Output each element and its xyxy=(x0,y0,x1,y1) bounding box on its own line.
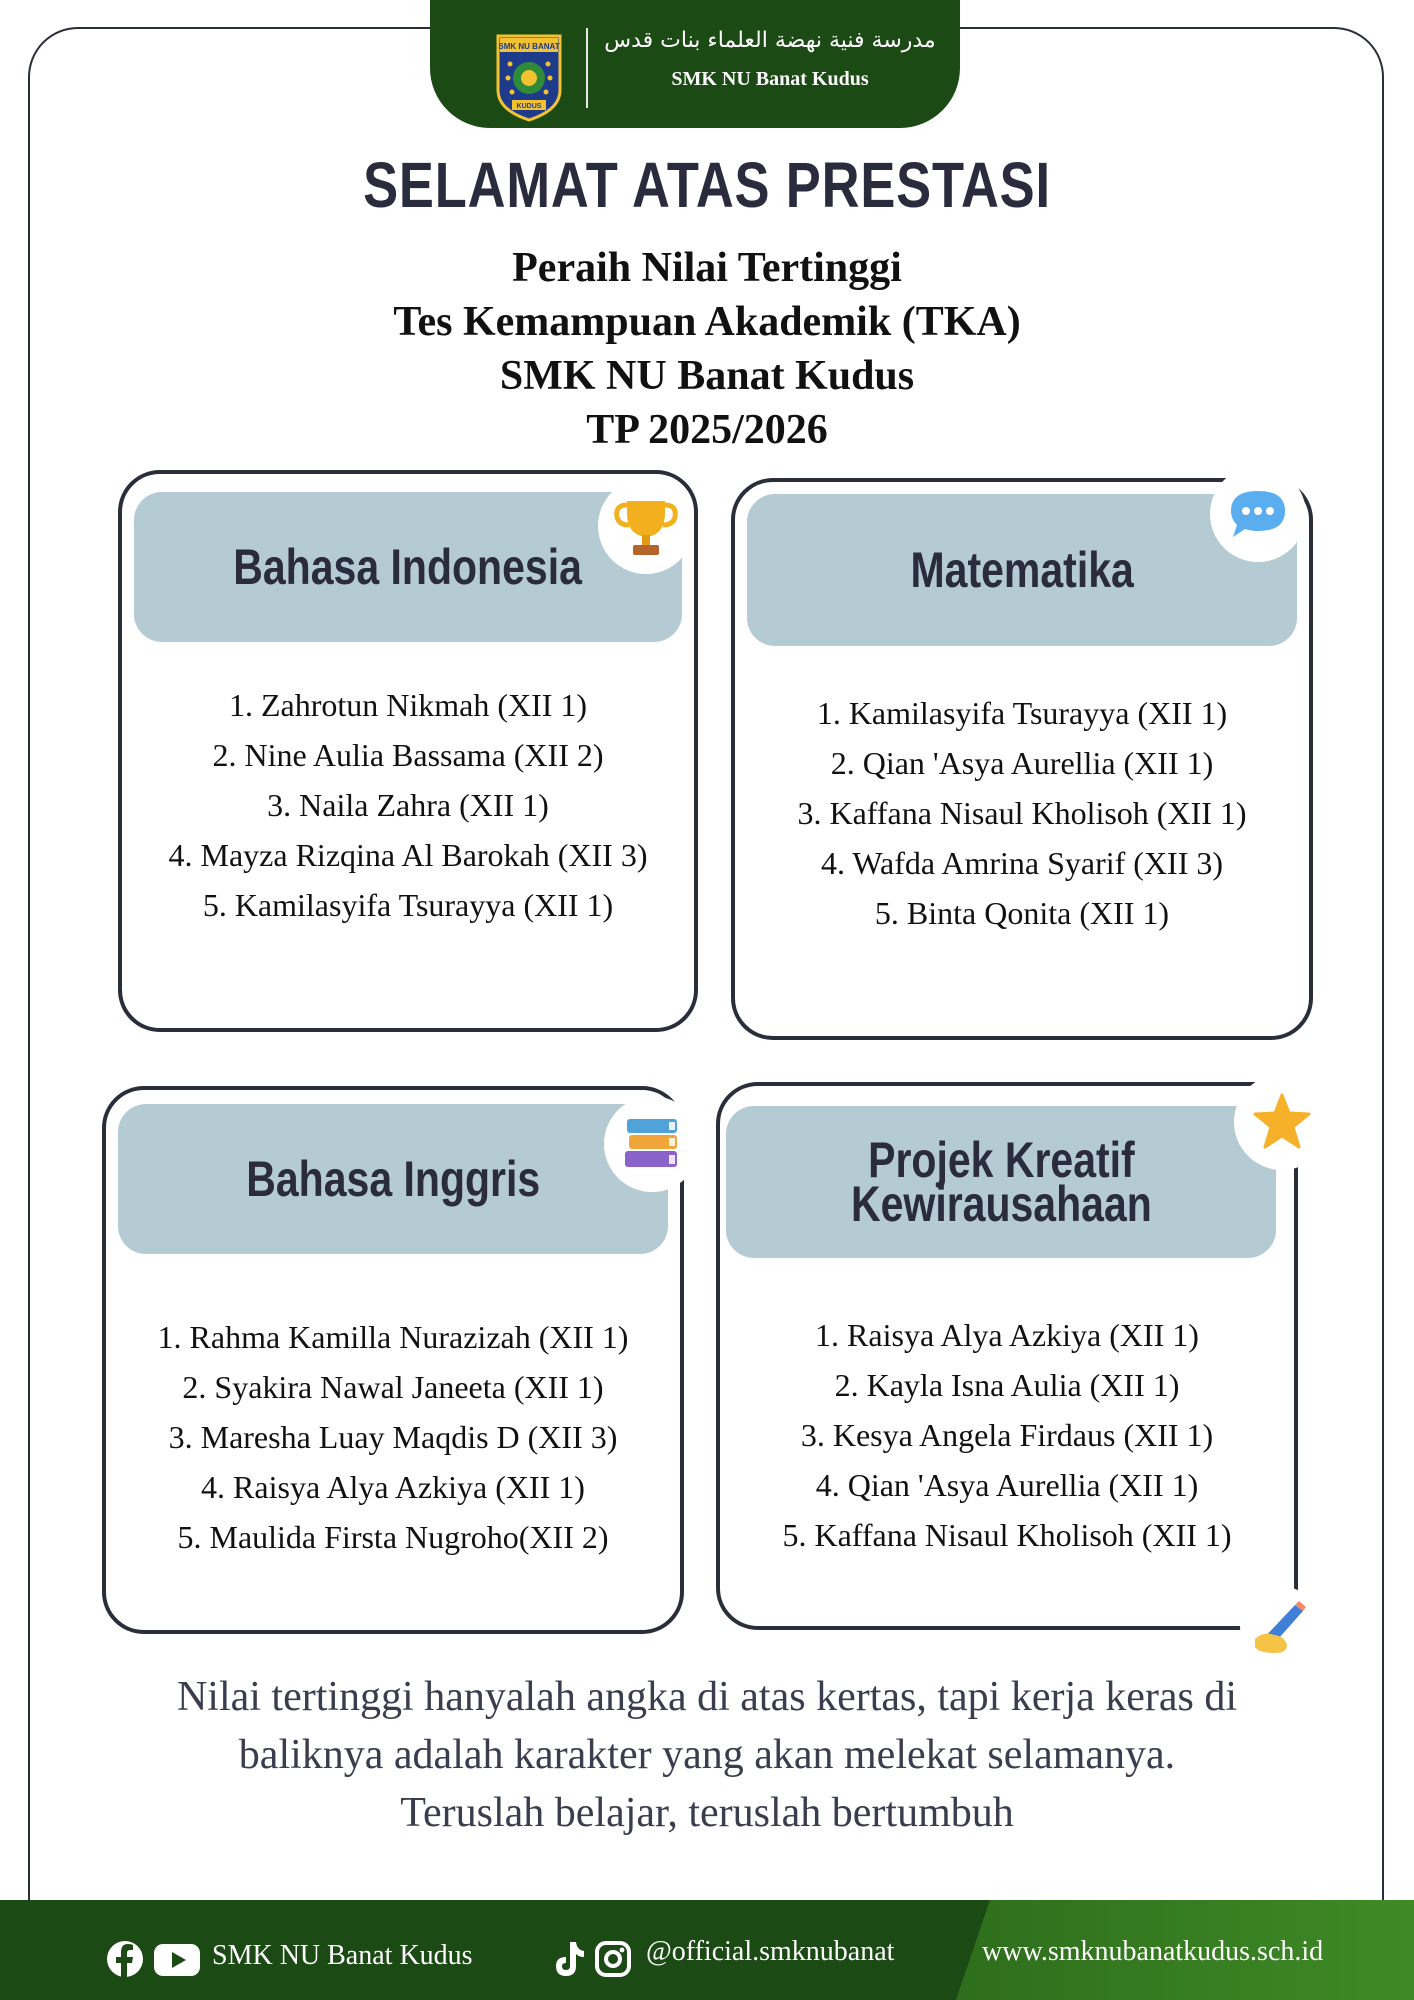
list-item: 4. Wafda Amrina Syarif (XII 3) xyxy=(820,845,1224,881)
list-item: 5. Maulida Firsta Nugroho(XII 2) xyxy=(177,1519,609,1555)
header-divider xyxy=(586,28,588,108)
card-heading: Matematika xyxy=(910,542,1134,598)
footer-website-link[interactable]: www.smknubanatkudus.sch.id xyxy=(982,1936,1324,1967)
quote-line: Nilai tertinggi hanyalah angka di atas kertas, tapi kerja keras di xyxy=(176,1674,1238,1720)
card-heading: Bahasa Indonesia xyxy=(233,539,583,595)
logo-bottom-text: KUDUS xyxy=(516,103,542,110)
subtitle-line-1: Peraih Nilai Tertinggi xyxy=(512,245,902,291)
quote-line: Teruslah belajar, teruslah bertumbuh xyxy=(400,1790,1014,1836)
card-list xyxy=(735,688,1309,938)
list-item: 4. Qian 'Asya Aurellia (XII 1) xyxy=(815,1467,1199,1503)
subtitle-line-3: SMK NU Banat Kudus xyxy=(499,353,915,399)
subtitle-line-4: TP 2025/2026 xyxy=(586,407,828,453)
list-item: 2. Syakira Nawal Janeeta (XII 1) xyxy=(182,1369,604,1405)
list-item: 1. Rahma Kamilla Nurazizah (XII 1) xyxy=(157,1319,629,1355)
trophy-icon xyxy=(598,478,694,574)
list-item: 1. Zahrotun Nikmah (XII 1) xyxy=(228,687,588,723)
header-school-name: SMK NU Banat Kudus xyxy=(671,68,869,90)
list-item: 1. Kamilasyifa Tsurayya (XII 1) xyxy=(816,695,1228,731)
card-list xyxy=(106,1312,680,1562)
card-list xyxy=(720,1310,1294,1560)
list-item: 3. Naila Zahra (XII 1) xyxy=(267,787,549,823)
card-bahasa-inggris xyxy=(102,1086,684,1634)
facebook-icon[interactable] xyxy=(106,1940,144,1978)
logo-top-text: SMK NU BANAT xyxy=(498,42,560,51)
card-matematika xyxy=(731,478,1313,1040)
quote-line: baliknya adalah karakter yang akan melekat selamanya. xyxy=(238,1732,1176,1778)
writing-hand-icon xyxy=(1240,1586,1320,1666)
header-banner xyxy=(430,0,960,128)
footer-handle[interactable]: @official.smknubanat xyxy=(646,1936,895,1967)
instagram-icon[interactable] xyxy=(594,1940,632,1978)
list-item: 3. Maresha Luay Maqdis D (XII 3) xyxy=(168,1419,618,1455)
list-item: 2. Nine Aulia Bassama (XII 2) xyxy=(212,737,604,773)
subtitle-line-2: Tes Kemampuan Akademik (TKA) xyxy=(393,299,1021,345)
youtube-icon[interactable] xyxy=(154,1944,200,1976)
footer-social-name[interactable]: SMK NU Banat Kudus xyxy=(212,1940,473,1971)
list-item: 5. Kamilasyifa Tsurayya (XII 1) xyxy=(202,887,614,923)
card-projek-kreatif-kewirausahaan xyxy=(716,1082,1298,1630)
books-icon xyxy=(604,1096,700,1192)
list-item: 5. Binta Qonita (XII 1) xyxy=(874,895,1170,931)
card-heading-box xyxy=(118,1104,668,1254)
card-heading: Bahasa Inggris xyxy=(246,1151,540,1207)
list-item: 4. Mayza Rizqina Al Barokah (XII 3) xyxy=(168,837,648,873)
tiktok-icon[interactable] xyxy=(552,1940,586,1978)
header-arabic-name: مدرسة فنية نهضة العلماء بنات قدس xyxy=(604,28,936,53)
list-item: 4. Raisya Alya Azkiya (XII 1) xyxy=(201,1469,585,1505)
list-item: 2. Qian 'Asya Aurellia (XII 1) xyxy=(830,745,1214,781)
list-item: 3. Kesya Angela Firdaus (XII 1) xyxy=(800,1417,1214,1453)
card-list xyxy=(122,680,694,930)
star-icon xyxy=(1234,1074,1330,1170)
card-heading: Projek Kreatif Kewirausahaan xyxy=(850,1132,1152,1232)
page-title: SELAMAT ATAS PRESTASI xyxy=(363,149,1051,221)
list-item: 5. Kaffana Nisaul Kholisoh (XII 1) xyxy=(782,1517,1232,1553)
list-item: 3. Kaffana Nisaul Kholisoh (XII 1) xyxy=(797,795,1247,831)
list-item: 2. Kayla Isna Aulia (XII 1) xyxy=(834,1367,1180,1403)
motivational-quote xyxy=(0,1668,1414,1842)
speech-bubble-icon xyxy=(1210,466,1306,562)
list-item: 1. Raisya Alya Azkiya (XII 1) xyxy=(815,1317,1199,1353)
card-heading-box xyxy=(726,1106,1276,1258)
school-logo xyxy=(494,32,564,122)
